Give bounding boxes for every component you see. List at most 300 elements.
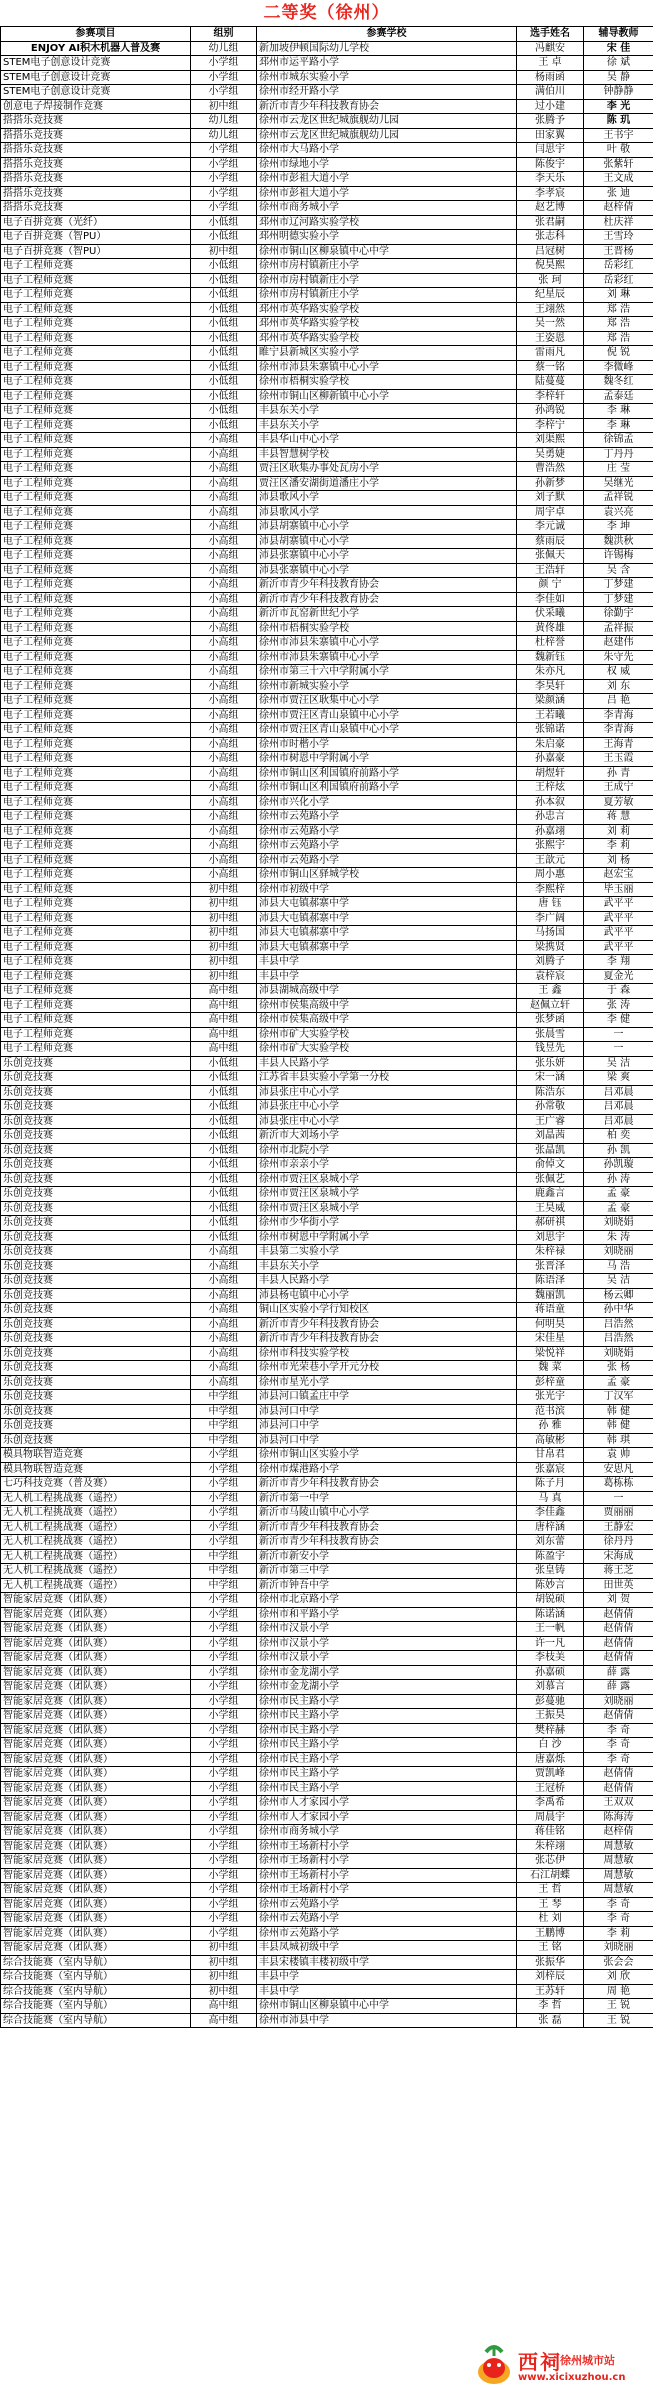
cell-group: 小学组 — [191, 157, 257, 172]
cell-school: 沛县杨屯镇中心小学 — [257, 1288, 517, 1303]
cell-group: 初中组 — [191, 897, 257, 912]
cell-teacher: 吴 洁 — [584, 1056, 653, 1071]
cell-student: 朱梓翊 — [517, 1839, 584, 1854]
table-row — [1, 1767, 653, 1782]
cell-student: 杜梓誉 — [517, 636, 584, 651]
table-row — [1, 85, 653, 100]
table-row — [1, 708, 653, 723]
cell-school: 丰县中学 — [257, 955, 517, 970]
cell-teacher: 丁汉军 — [584, 1390, 653, 1405]
cell-group: 中学组 — [191, 1549, 257, 1564]
cell-teacher: 赵倩倩 — [584, 1781, 653, 1796]
table-row — [1, 1259, 653, 1274]
cell-student: 魏丽凯 — [517, 1288, 584, 1303]
cell-group: 小学组 — [191, 1839, 257, 1854]
cell-group: 小学组 — [191, 1781, 257, 1796]
cell-project: 电子工程师竞赛 — [1, 984, 191, 999]
table-row — [1, 810, 653, 825]
cell-teacher: 周慧敏 — [584, 1868, 653, 1883]
cell-group: 小高组 — [191, 563, 257, 578]
cell-group: 幼儿组 — [191, 114, 257, 129]
cell-project: 智能家居竞赛（团队赛） — [1, 1839, 191, 1854]
cell-teacher: 李 光 — [584, 99, 653, 114]
cell-teacher: 刘晓丽 — [584, 1245, 653, 1260]
cell-teacher: 李 奇 — [584, 1723, 653, 1738]
cell-student: 陈浩东 — [517, 1085, 584, 1100]
cell-student: 陈盈宇 — [517, 1549, 584, 1564]
cell-school: 沛县张庄中心小学 — [257, 1085, 517, 1100]
cell-teacher: 刘晓丽 — [584, 1694, 653, 1709]
cell-student: 王梓炫 — [517, 781, 584, 796]
cell-project: 电子工程师竞赛 — [1, 795, 191, 810]
cell-project: 乐创竞技赛 — [1, 1143, 191, 1158]
cell-student: 吕冠树 — [517, 244, 584, 259]
cell-project: 电子工程师竞赛 — [1, 897, 191, 912]
cell-teacher: 孟泰廷 — [584, 389, 653, 404]
cell-teacher: 权 威 — [584, 665, 653, 680]
cell-teacher: 刘 欣 — [584, 1970, 653, 1985]
cell-project: 电子百拼竞赛（智PU） — [1, 230, 191, 245]
cell-group: 初中组 — [191, 244, 257, 259]
cell-student: 孙嘉豪 — [517, 752, 584, 767]
table-row — [1, 99, 653, 114]
cell-group: 幼儿组 — [191, 41, 257, 56]
cell-school: 丰县东关小学 — [257, 418, 517, 433]
cell-student: 石江胡蝶 — [517, 1868, 584, 1883]
cell-group: 小学组 — [191, 1448, 257, 1463]
table-row — [1, 491, 653, 506]
cell-project: 电子工程师竞赛 — [1, 476, 191, 491]
cell-group: 小低组 — [191, 1129, 257, 1144]
table-row — [1, 592, 653, 607]
cell-teacher: 蒋 慧 — [584, 810, 653, 825]
cell-student: 张 珂 — [517, 273, 584, 288]
table-row — [1, 1752, 653, 1767]
cell-teacher: 薛 露 — [584, 1680, 653, 1695]
cell-project: 智能家居竞赛（团队赛） — [1, 1680, 191, 1695]
cell-school: 徐州市云苑路小学 — [257, 824, 517, 839]
cell-student: 周宇卓 — [517, 505, 584, 520]
cell-student: 过小建 — [517, 99, 584, 114]
cell-project: 搭搭乐竞技赛 — [1, 114, 191, 129]
cell-school: 徐州市初级中学 — [257, 882, 517, 897]
table-row — [1, 1477, 653, 1492]
cell-project: 智能家居竞赛（团队赛） — [1, 1723, 191, 1738]
cell-school: 徐州市梧桐实验学校 — [257, 375, 517, 390]
cell-teacher: 武平平 — [584, 897, 653, 912]
cell-teacher: 王 锐 — [584, 1999, 653, 2014]
cell-school: 沛县河口镇孟庄中学 — [257, 1390, 517, 1405]
cell-school: 新沂市青少年科技教育协会 — [257, 99, 517, 114]
cell-group: 中学组 — [191, 1578, 257, 1593]
cell-student: 李 哲 — [517, 1999, 584, 2014]
cell-project: 智能家居竞赛（团队赛） — [1, 1767, 191, 1782]
cell-group: 小低组 — [191, 259, 257, 274]
cell-school: 徐州市人才家园小学 — [257, 1810, 517, 1825]
cell-project: 乐创竞技赛 — [1, 1056, 191, 1071]
cell-student: 杜 刘 — [517, 1912, 584, 1927]
cell-group: 小高组 — [191, 621, 257, 636]
cell-student: 蒋佳铭 — [517, 1825, 584, 1840]
cell-project: 电子工程师竞赛 — [1, 360, 191, 375]
cell-teacher: 刘晓娟 — [584, 1216, 653, 1231]
cell-student: 张芯伊 — [517, 1854, 584, 1869]
cell-school: 沛县张庄中心小学 — [257, 1114, 517, 1129]
cell-school: 新沂市青少年科技教育协会 — [257, 1535, 517, 1550]
cell-teacher: 丁梦建 — [584, 592, 653, 607]
cell-student: 赵艺博 — [517, 201, 584, 216]
cell-project: 电子工程师竞赛 — [1, 708, 191, 723]
cell-teacher: 李 莉 — [584, 839, 653, 854]
cell-school: 徐州市时楷小学 — [257, 737, 517, 752]
cell-group: 小学组 — [191, 1854, 257, 1869]
cell-group: 中学组 — [191, 1433, 257, 1448]
table-row — [1, 1578, 653, 1593]
cell-school: 徐州市沛县中学 — [257, 2013, 517, 2028]
cell-teacher: 周 艳 — [584, 1984, 653, 1999]
cell-group: 小高组 — [191, 650, 257, 665]
cell-group: 小高组 — [191, 1361, 257, 1376]
table-row — [1, 1854, 653, 1869]
cell-project: 无人机工程挑战赛（遥控） — [1, 1506, 191, 1521]
cell-school: 徐州市煤港路小学 — [257, 1462, 517, 1477]
table-row — [1, 665, 653, 680]
cell-student: 黄佟雄 — [517, 621, 584, 636]
cell-student: 王 琴 — [517, 1897, 584, 1912]
cell-school: 徐州市侯集高级中学 — [257, 998, 517, 1013]
cell-project: 智能家居竞赛（团队赛） — [1, 1796, 191, 1811]
cell-project: 智能家居竞赛（团队赛） — [1, 1825, 191, 1840]
cell-project: 电子工程师竞赛 — [1, 752, 191, 767]
cell-student: 冯麒安 — [517, 41, 584, 56]
cell-school: 睢宁县新城区实验小学 — [257, 346, 517, 361]
cell-project: 智能家居竞赛（团队赛） — [1, 1665, 191, 1680]
cell-school: 徐州市贾汪区泉城小学 — [257, 1187, 517, 1202]
cell-teacher: 吕邓晨 — [584, 1085, 653, 1100]
cell-student: 刘渠熙 — [517, 433, 584, 448]
cell-group: 小高组 — [191, 1303, 257, 1318]
cell-teacher: 李 健 — [584, 1013, 653, 1028]
cell-group: 小学组 — [191, 1622, 257, 1637]
table-row — [1, 1549, 653, 1564]
table-row — [1, 839, 653, 854]
cell-group: 中学组 — [191, 1404, 257, 1419]
cell-student: 朱梓禄 — [517, 1245, 584, 1260]
cell-group: 小低组 — [191, 1071, 257, 1086]
cell-school: 徐州市商务城小学 — [257, 1825, 517, 1840]
table-row — [1, 824, 653, 839]
table-row — [1, 1230, 653, 1245]
cell-student: 范书滨 — [517, 1404, 584, 1419]
cell-school: 徐州市云龙区世纪城旗舰幼儿园 — [257, 128, 517, 143]
cell-teacher: 郑 浩 — [584, 331, 653, 346]
cell-group: 小低组 — [191, 1143, 257, 1158]
cell-project: 智能家居竞赛（团队赛） — [1, 1810, 191, 1825]
cell-teacher: 丁梦建 — [584, 578, 653, 593]
cell-project: 乐创竞技赛 — [1, 1100, 191, 1115]
cell-group: 初中组 — [191, 99, 257, 114]
cell-group: 小高组 — [191, 781, 257, 796]
cell-school: 徐州市金龙湖小学 — [257, 1665, 517, 1680]
cell-project: 乐创竞技赛 — [1, 1129, 191, 1144]
cell-project: 乐创竞技赛 — [1, 1230, 191, 1245]
table-row — [1, 1100, 653, 1115]
table-row — [1, 70, 653, 85]
cell-student: 王浩轩 — [517, 563, 584, 578]
cell-group: 高中组 — [191, 1999, 257, 2014]
table-row — [1, 1564, 653, 1579]
table-row — [1, 1709, 653, 1724]
cell-school: 贾汪区潘安湖街道潘庄小学 — [257, 476, 517, 491]
cell-project: 电子工程师竞赛 — [1, 563, 191, 578]
cell-teacher: 赵梓倩 — [584, 1825, 653, 1840]
cell-student: 李梓轩 — [517, 389, 584, 404]
cell-project: 电子工程师竞赛 — [1, 694, 191, 709]
cell-school: 徐州市铜山区柳泉镇中心中学 — [257, 244, 517, 259]
table-row — [1, 215, 653, 230]
cell-student: 赵佩立轩 — [517, 998, 584, 1013]
table-row — [1, 1027, 653, 1042]
cell-project: 电子工程师竞赛 — [1, 723, 191, 738]
cell-group: 小低组 — [191, 317, 257, 332]
table-row — [1, 1056, 653, 1071]
cell-group: 小学组 — [191, 1926, 257, 1941]
cell-school: 新加坡伊顿国际幼儿学校 — [257, 41, 517, 56]
cell-project: 电子工程师竞赛 — [1, 853, 191, 868]
table-row — [1, 897, 653, 912]
cell-school: 邳州市运平路小学 — [257, 56, 517, 71]
cell-teacher: 一 — [584, 1042, 653, 1057]
table-row — [1, 1607, 653, 1622]
cell-school: 徐州市汉景小学 — [257, 1622, 517, 1637]
cell-student: 魏新钰 — [517, 650, 584, 665]
cell-student: 刘晶茜 — [517, 1129, 584, 1144]
cell-teacher: 刘 贺 — [584, 1593, 653, 1608]
cell-group: 幼儿组 — [191, 128, 257, 143]
cell-group: 小低组 — [191, 288, 257, 303]
cell-teacher: 刘晓丽 — [584, 1941, 653, 1956]
cell-group: 初中组 — [191, 940, 257, 955]
cell-group: 小学组 — [191, 1477, 257, 1492]
cell-student: 伏采曦 — [517, 607, 584, 622]
cell-group: 初中组 — [191, 1955, 257, 1970]
cell-student: 刘思宇 — [517, 1230, 584, 1245]
table-row — [1, 766, 653, 781]
cell-student: 孙忠言 — [517, 810, 584, 825]
cell-teacher: 杨云卿 — [584, 1288, 653, 1303]
cell-group: 小低组 — [191, 1187, 257, 1202]
table-row — [1, 1680, 653, 1695]
table-row — [1, 1636, 653, 1651]
cell-teacher: 吕浩然 — [584, 1332, 653, 1347]
table-row — [1, 201, 653, 216]
table-row — [1, 157, 653, 172]
cell-school: 新沂市青少年科技教育协会 — [257, 1332, 517, 1347]
page-title: 二等奖（徐州） — [263, 3, 390, 23]
cell-project: 乐创竞技赛 — [1, 1245, 191, 1260]
cell-teacher: 陈海涛 — [584, 1810, 653, 1825]
cell-student: 彭梓童 — [517, 1375, 584, 1390]
cell-student: 张晨雪 — [517, 1027, 584, 1042]
cell-school: 徐州市矿大实验学校 — [257, 1027, 517, 1042]
cell-project: 智能家居竞赛（团队赛） — [1, 1636, 191, 1651]
cell-project: 乐创竞技赛 — [1, 1158, 191, 1173]
cell-student: 袁梓宸 — [517, 969, 584, 984]
cell-project: 电子工程师竞赛 — [1, 578, 191, 593]
cell-student: 陈子月 — [517, 1477, 584, 1492]
cell-group: 小高组 — [191, 578, 257, 593]
cell-group: 小高组 — [191, 679, 257, 694]
cell-project: 搭搭乐竞技赛 — [1, 157, 191, 172]
cell-group: 小高组 — [191, 737, 257, 752]
cell-school: 徐州市少华街小学 — [257, 1216, 517, 1231]
table-row — [1, 1158, 653, 1173]
cell-teacher: 葛栋栋 — [584, 1477, 653, 1492]
table-row — [1, 273, 653, 288]
cell-teacher: 孟祥振 — [584, 621, 653, 636]
cell-group: 小高组 — [191, 1259, 257, 1274]
cell-project: 乐创竞技赛 — [1, 1274, 191, 1289]
cell-group: 初中组 — [191, 882, 257, 897]
cell-group: 小低组 — [191, 273, 257, 288]
cell-student: 张嘉宸 — [517, 1462, 584, 1477]
cell-school: 徐州市王场新村小学 — [257, 1868, 517, 1883]
cell-student: 陈语泽 — [517, 1274, 584, 1289]
cell-teacher: 柏 奕 — [584, 1129, 653, 1144]
cell-group: 小低组 — [191, 1114, 257, 1129]
cell-school: 铜山区实验小学行知校区 — [257, 1303, 517, 1318]
cell-project: 电子工程师竞赛 — [1, 1042, 191, 1057]
cell-school: 徐州市房村镇新庄小学 — [257, 288, 517, 303]
table-row — [1, 636, 653, 651]
cell-school: 徐州市王场新村小学 — [257, 1839, 517, 1854]
cell-teacher: 赵倩倩 — [584, 1651, 653, 1666]
cell-school: 沛县歌风小学 — [257, 491, 517, 506]
cell-teacher: 王静宏 — [584, 1520, 653, 1535]
cell-group: 小低组 — [191, 1056, 257, 1071]
cell-group: 小学组 — [191, 56, 257, 71]
cell-project: 电子工程师竞赛 — [1, 505, 191, 520]
cell-student: 刘子默 — [517, 491, 584, 506]
cell-teacher: 张 杨 — [584, 1361, 653, 1376]
cell-student: 陆蔓蔓 — [517, 375, 584, 390]
cell-student: 王苏轩 — [517, 1984, 584, 1999]
cell-project: 乐创竞技赛 — [1, 1172, 191, 1187]
cell-group: 小学组 — [191, 1825, 257, 1840]
cell-student: 陈诺涵 — [517, 1607, 584, 1622]
cell-school: 徐州市侯集高级中学 — [257, 1013, 517, 1028]
table-row — [1, 998, 653, 1013]
cell-group: 小低组 — [191, 230, 257, 245]
cell-student: 钱昱先 — [517, 1042, 584, 1057]
cell-group: 小高组 — [191, 491, 257, 506]
cell-school: 徐州市王场新村小学 — [257, 1854, 517, 1869]
cell-group: 小高组 — [191, 708, 257, 723]
cell-project: 电子工程师竞赛 — [1, 592, 191, 607]
cell-project: 电子工程师竞赛 — [1, 824, 191, 839]
cell-project: 电子工程师竞赛 — [1, 520, 191, 535]
cell-school: 徐州市云苑路小学 — [257, 1912, 517, 1927]
cell-project: 智能家居竞赛（团队赛） — [1, 1868, 191, 1883]
cell-project: 无人机工程挑战赛（遥控） — [1, 1535, 191, 1550]
cell-teacher: 安思凡 — [584, 1462, 653, 1477]
cell-school: 丰县宋楼镇丰楼初级中学 — [257, 1955, 517, 1970]
cell-group: 小学组 — [191, 1680, 257, 1695]
cell-school: 徐州市民主路小学 — [257, 1694, 517, 1709]
table-row — [1, 926, 653, 941]
table-row — [1, 694, 653, 709]
table-row — [1, 114, 653, 129]
xici-logo-icon — [474, 2342, 514, 2386]
cell-project: 电子工程师竞赛 — [1, 665, 191, 680]
table-row — [1, 418, 653, 433]
cell-project: 电子工程师竞赛 — [1, 911, 191, 926]
table-row — [1, 1839, 653, 1854]
table-row — [1, 1796, 653, 1811]
cell-group: 小低组 — [191, 346, 257, 361]
cell-project: 电子工程师竞赛 — [1, 737, 191, 752]
cell-school: 新沂市钟吾中学 — [257, 1578, 517, 1593]
cell-project: STEM电子创意设计竞赛 — [1, 56, 191, 71]
table-row — [1, 1970, 653, 1985]
cell-group: 高中组 — [191, 2013, 257, 2028]
table-row — [1, 1622, 653, 1637]
cell-student: 孙新梦 — [517, 476, 584, 491]
cell-teacher: 徐锦孟 — [584, 433, 653, 448]
cell-project: 电子工程师竞赛 — [1, 317, 191, 332]
cell-school: 徐州市民主路小学 — [257, 1738, 517, 1753]
cell-student: 李枝美 — [517, 1651, 584, 1666]
cell-group: 中学组 — [191, 1419, 257, 1434]
cell-project: 电子工程师竞赛 — [1, 650, 191, 665]
table-row — [1, 1085, 653, 1100]
cell-school: 沛县胡寨镇中心小学 — [257, 534, 517, 549]
cell-project: 电子工程师竞赛 — [1, 549, 191, 564]
cell-project: 乐创竞技赛 — [1, 1303, 191, 1318]
cell-project: 电子百拼竞赛（光纤） — [1, 215, 191, 230]
cell-school: 沛县张庄中心小学 — [257, 1100, 517, 1115]
table-row — [1, 1201, 653, 1216]
cell-teacher: 韩 琪 — [584, 1433, 653, 1448]
cell-teacher: 张 涛 — [584, 998, 653, 1013]
cell-teacher: 吕 艳 — [584, 694, 653, 709]
cell-group: 小低组 — [191, 1100, 257, 1115]
cell-group: 小低组 — [191, 1230, 257, 1245]
cell-group: 小高组 — [191, 505, 257, 520]
table-row — [1, 1912, 653, 1927]
cell-teacher: 徐丹丹 — [584, 1535, 653, 1550]
cell-school: 徐州市铜山区柳新镇中心小学 — [257, 389, 517, 404]
cell-teacher: 吴 洁 — [584, 1274, 653, 1289]
cell-school: 沛县张寨镇中心小学 — [257, 563, 517, 578]
cell-project: 电子工程师竞赛 — [1, 1027, 191, 1042]
cell-school: 沛县歌风小学 — [257, 505, 517, 520]
table-row — [1, 389, 653, 404]
cell-group: 小低组 — [191, 360, 257, 375]
table-row — [1, 505, 653, 520]
cell-teacher: 丁丹丹 — [584, 447, 653, 462]
cell-project: 智能家居竞赛（团队赛） — [1, 1926, 191, 1941]
cell-school: 新沂市第一中学 — [257, 1491, 517, 1506]
cell-student: 张 磊 — [517, 2013, 584, 2028]
cell-school: 沛县河口中学 — [257, 1419, 517, 1434]
cell-student: 满伯川 — [517, 85, 584, 100]
table-row — [1, 752, 653, 767]
table-row — [1, 882, 653, 897]
table-row — [1, 317, 653, 332]
table-row — [1, 781, 653, 796]
cell-project: 乐创竞技赛 — [1, 1390, 191, 1405]
